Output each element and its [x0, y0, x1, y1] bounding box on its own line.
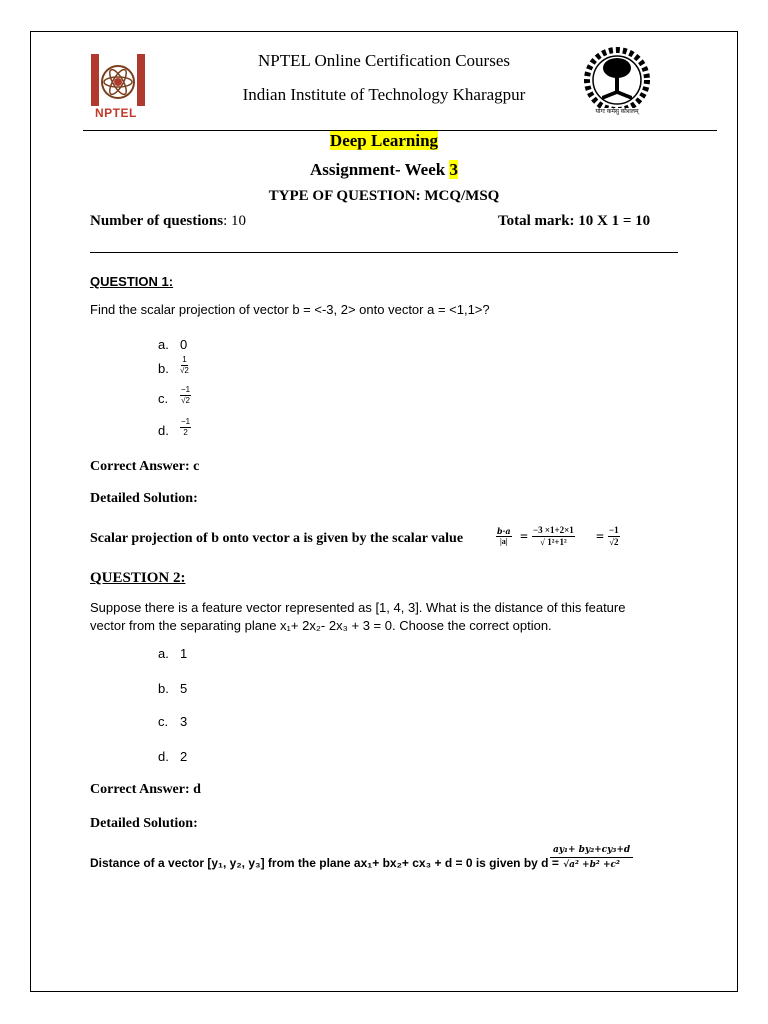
assignment-title — [0, 160, 768, 180]
q1-solution-frac1 — [496, 527, 512, 546]
q1-correct-answer: Correct Answer: c — [90, 459, 200, 474]
q1-option-c-num: −1 — [181, 385, 191, 394]
q1-option-c — [158, 386, 238, 414]
q2-option-b — [158, 681, 238, 699]
q2-option-d-value: 2 — [180, 749, 188, 764]
course-title-wrap — [0, 131, 768, 151]
q2-option-b-value: 5 — [180, 681, 188, 696]
q2-solution — [90, 844, 670, 888]
q2-option-b-letter: b. — [158, 681, 169, 696]
q2-correct-answer: Correct Answer: d — [90, 782, 201, 797]
header-line-2: Indian Institute of Technology Kharagpur — [242, 85, 526, 104]
q1-option-d-num: −1 — [181, 417, 191, 426]
q1-solution-frac1-den: |a| — [500, 537, 508, 546]
question-2-text-line-2: vector from the separating plane x₁+ 2x₂- 2x₃ + 3 = 0. Choose the correct option. — [90, 618, 552, 633]
q1-solution-frac3-den: √2 — [609, 537, 619, 547]
q1-solution-eq1: = — [520, 530, 528, 545]
q2-option-a-value: 1 — [180, 646, 188, 661]
q1-option-d — [158, 418, 238, 446]
question-type: TYPE OF QUESTION: MCQ/MSQ — [268, 188, 500, 204]
q2-option-c-value: 3 — [180, 714, 188, 729]
q1-option-c-den: √2 — [181, 396, 190, 405]
number-of-questions-label: Number of questions — [90, 213, 224, 229]
q1-option-c-fraction — [180, 386, 191, 405]
title-divider — [90, 252, 678, 253]
header-line-1: NPTEL Online Certification Courses — [258, 51, 510, 70]
q2-solution-text: Distance of a vector [y₁, y₂, y₃] from the plane ax₁+ bx₂+ cx₃ + d = 0 is given by d = — [90, 856, 559, 870]
q1-solution-eq2: = — [596, 530, 604, 545]
question-2-heading: QUESTION 2: — [90, 570, 186, 586]
q1-solution-text: Scalar projection of b onto vector a is given by the scalar value — [90, 531, 464, 546]
q2-solution-frac-den: √a² +b² +c² — [563, 860, 620, 870]
q1-option-b — [158, 356, 238, 384]
q1-option-c-letter: c. — [158, 391, 169, 406]
q1-solution — [90, 523, 650, 557]
total-mark: Total mark: 10 X 1 = 10 — [498, 213, 651, 229]
q1-option-b-letter: b. — [158, 361, 169, 376]
q1-solution-frac3 — [608, 526, 620, 547]
number-of-questions-value: : 10 — [223, 213, 246, 229]
q2-solution-frac-num: ay₁+ by₂+cy₃+d — [550, 846, 633, 858]
q1-option-a — [158, 337, 238, 355]
q1-solution-frac2-den: √ 1²+1² — [540, 537, 567, 547]
q1-option-d-den: 2 — [183, 428, 188, 437]
iit-kgp-motto: योगः कर्मसु कौशलम् — [595, 109, 639, 115]
q2-option-d-letter: d. — [158, 749, 169, 764]
q2-solution-fraction — [550, 846, 633, 870]
q1-option-b-fraction — [180, 356, 189, 375]
q2-option-a-letter: a. — [158, 646, 169, 661]
assignment-prefix: Assignment- Week — [310, 160, 450, 179]
q1-solution-frac2-num: −3 ×1+2×1 — [533, 525, 574, 535]
number-of-questions — [90, 213, 246, 230]
q1-option-a-value: 0 — [180, 337, 188, 352]
question-1-heading: QUESTION 1: — [90, 274, 174, 289]
q1-solution-heading: Detailed Solution: — [90, 491, 198, 506]
q2-option-c — [158, 714, 238, 732]
q2-option-c-letter: c. — [158, 714, 169, 729]
q2-solution-heading: Detailed Solution: — [90, 816, 198, 831]
q1-option-d-fraction — [180, 418, 191, 437]
q1-option-d-letter: d. — [158, 423, 169, 438]
q2-option-a — [158, 646, 238, 664]
q2-option-d — [158, 749, 238, 767]
question-2-text-line-1: Suppose there is a feature vector represented as [1, 4, 3]. What is the distance of this feature — [90, 600, 626, 615]
q1-option-b-num: 1 — [182, 355, 187, 364]
q1-option-a-letter: a. — [158, 337, 169, 352]
course-title: Deep Learning — [329, 131, 439, 150]
nptel-logo-text: NPTEL — [95, 106, 137, 120]
q1-solution-frac3-num: −1 — [609, 525, 619, 535]
q1-option-b-den: √2 — [180, 366, 189, 375]
q1-solution-frac1-num: b·a — [497, 526, 511, 536]
q1-solution-frac2 — [532, 526, 575, 547]
assignment-week: 3 — [449, 160, 458, 179]
question-1-text: Find the scalar projection of vector b = <-3, 2> onto vector a = <1,1>? — [90, 302, 490, 317]
